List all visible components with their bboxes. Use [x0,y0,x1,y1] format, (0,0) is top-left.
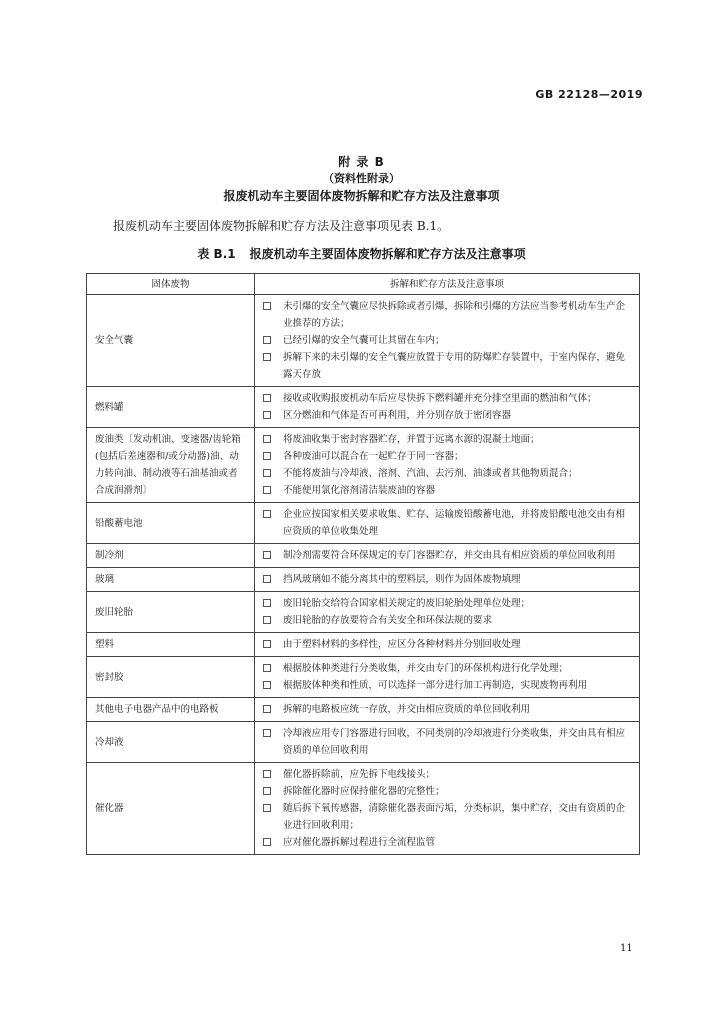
table-row [87,503,640,544]
methods-cell [255,503,640,544]
table-row [87,295,640,387]
waste-name-cell: 燃料罐 [87,387,255,428]
column-header-waste: 固体废物 [87,274,255,295]
methods-cell [255,657,640,698]
list-item [261,725,631,759]
checkbox-square-icon [263,302,271,310]
checkbox-square-icon [263,336,271,344]
list-item-text: 由于塑料材料的多样性，应区分各种材料并分别回收处理 [283,639,521,650]
methods-cell [255,698,640,722]
list-item [261,595,631,612]
page-number: 11 [620,943,633,954]
list-item [261,766,631,783]
list-item [261,677,631,694]
list-item [261,431,631,448]
table-row [87,387,640,428]
list-item [261,612,631,629]
list-item-text: 挡风玻璃如不能分离其中的塑料层，则作为固体废物填埋 [283,574,521,585]
checkbox-square-icon [263,838,271,846]
checkbox-square-icon [263,486,271,494]
list-item [261,407,631,424]
checkbox-square-icon [263,616,271,624]
standard-number: GB 22128—2019 [535,88,643,101]
list-item-text: 区分燃油和气体是否可再利用，并分别存放于密闭容器 [283,410,512,421]
table-row [87,763,640,855]
list-item-text: 废旧轮胎的存放要符合有关安全和环保法规的要求 [283,615,493,626]
waste-name-cell: 塑料 [87,633,255,657]
list-item [261,298,631,332]
waste-table [86,273,640,855]
table-header-row [87,274,640,295]
waste-name-cell: 催化器 [87,763,255,855]
checkbox-square-icon [263,804,271,812]
checkbox-square-icon [263,469,271,477]
checkbox-square-icon [263,729,271,737]
waste-name-cell: 其他电子电器产品中的电路板 [87,698,255,722]
checkbox-square-icon [263,599,271,607]
list-item-text: 冷却液应用专门容器进行回收，不同类别的冷却液进行分类收集，并交由具有相应资质的单位回收利用 [283,728,626,756]
waste-name-cell: 安全气囊 [87,295,255,387]
waste-name-cell: 铅酸蓄电池 [87,503,255,544]
methods-cell [255,387,640,428]
checkbox-square-icon [263,705,271,713]
list-item [261,800,631,834]
methods-cell [255,592,640,633]
column-header-methods: 拆解和贮存方法及注意事项 [255,274,640,295]
checkbox-square-icon [263,664,271,672]
methods-cell [255,568,640,592]
checkbox-square-icon [263,640,271,648]
table-row [87,657,640,698]
methods-cell [255,295,640,387]
checkbox-square-icon [263,551,271,559]
list-item [261,332,631,349]
table-row [87,698,640,722]
list-item [261,571,631,588]
waste-name-cell: 废油类〔发动机油、变速器/齿轮箱(包括后差速器和/或分动器)油、动力转向油、制动液等石油基油或者合成润滑剂〕 [87,428,255,503]
waste-name-cell: 玻璃 [87,568,255,592]
list-item-text: 已经引爆的安全气囊可让其留在车内； [283,335,445,346]
checkbox-square-icon [263,787,271,795]
table-caption [0,245,723,262]
list-item-text: 应对催化器拆解过程进行全流程监管 [283,837,436,848]
table-row [87,544,640,568]
waste-name-cell: 密封胶 [87,657,255,698]
methods-cell [255,633,640,657]
list-item-text: 拆解的电路板应统一存放，并交由相应资质的单位回收利用 [283,704,531,715]
list-item [261,482,631,499]
list-item-text: 拆除催化器时应保持催化器的完整性； [283,786,445,797]
checkbox-square-icon [263,452,271,460]
waste-name-cell: 废旧轮胎 [87,592,255,633]
list-item [261,783,631,800]
list-item-text: 各种废油可以混合在一起贮存于同一容器； [283,451,464,462]
list-item [261,834,631,851]
checkbox-square-icon [263,681,271,689]
list-item-text: 废旧轮胎交给符合国家相关规定的废旧轮胎处理单位处理； [283,598,531,609]
methods-cell [255,428,640,503]
table-number: 表 B.1 [197,247,236,261]
appendix-title: 附 录 B [338,155,385,169]
table-row [87,592,640,633]
list-item [261,448,631,465]
list-item [261,636,631,653]
table-row [87,568,640,592]
list-item [261,660,631,677]
list-item [261,465,631,482]
list-item-text: 不能将废油与冷却液、溶剂、汽油、去污剂、油漆或者其他物质混合； [283,468,578,479]
intro-paragraph: 报废机动车主要固体废物拆解和贮存方法及注意事项见表 B.1。 [113,219,450,233]
checkbox-square-icon [263,510,271,518]
table-row [87,633,640,657]
methods-cell [255,763,640,855]
list-item [261,390,631,407]
methods-cell [255,722,640,763]
list-item [261,547,631,564]
appendix-type: （资料性附录） [323,172,400,185]
list-item-text: 拆解下来的未引爆的安全气囊应放置于专用的防爆贮存装置中，于室内保存，避免露天存放 [283,352,626,380]
list-item [261,349,631,383]
checkbox-square-icon [263,353,271,361]
checkbox-square-icon [263,435,271,443]
checkbox-square-icon [263,411,271,419]
checkbox-square-icon [263,770,271,778]
list-item-text: 根据胶体种类和性质，可以选择一部分进行加工再制造，实现废物再利用 [283,680,588,691]
methods-cell [255,544,640,568]
table-title: 报废机动车主要固体废物拆解和贮存方法及注意事项 [249,247,526,261]
appendix-heading: 报废机动车主要固体废物拆解和贮存方法及注意事项 [223,189,500,203]
list-item-text: 根据胶体种类进行分类收集，并交由专门的环保机构进行化学处理； [283,663,569,674]
table-row [87,722,640,763]
list-item-text: 将废油收集于密封容器贮存，并置于远离水源的混凝土地面； [283,434,540,445]
table-row [87,428,640,503]
list-item-text: 制冷剂需要符合环保规定的专门容器贮存，并交由具有相应资质的单位回收利用 [283,550,616,561]
list-item [261,506,631,540]
list-item [261,701,631,718]
waste-name-cell: 制冷剂 [87,544,255,568]
list-item-text: 随后拆下氧传感器，清除催化器表面污垢，分类标识，集中贮存，交由有资质的企业进行回收利用； [283,803,626,831]
list-item-text: 接收或收购报废机动车后应尽快拆下燃料罐并充分排空里面的燃油和气体； [283,393,597,404]
checkbox-square-icon [263,394,271,402]
checkbox-square-icon [263,575,271,583]
table-body [87,295,640,855]
list-item-text: 不能使用氯化溶剂清洁装废油的容器 [283,485,436,496]
waste-name-cell: 冷却液 [87,722,255,763]
list-item-text: 企业应按国家相关要求收集、贮存、运输废铅酸蓄电池，并将废铅酸电池交由有相应资质的单位收集处理 [283,509,626,537]
list-item-text: 未引爆的安全气囊应尽快拆除或者引爆，拆除和引爆的方法应当参考机动车生产企业推荐的方法； [283,301,626,329]
list-item-text: 催化器拆除前，应先拆下电线接头； [283,769,436,780]
